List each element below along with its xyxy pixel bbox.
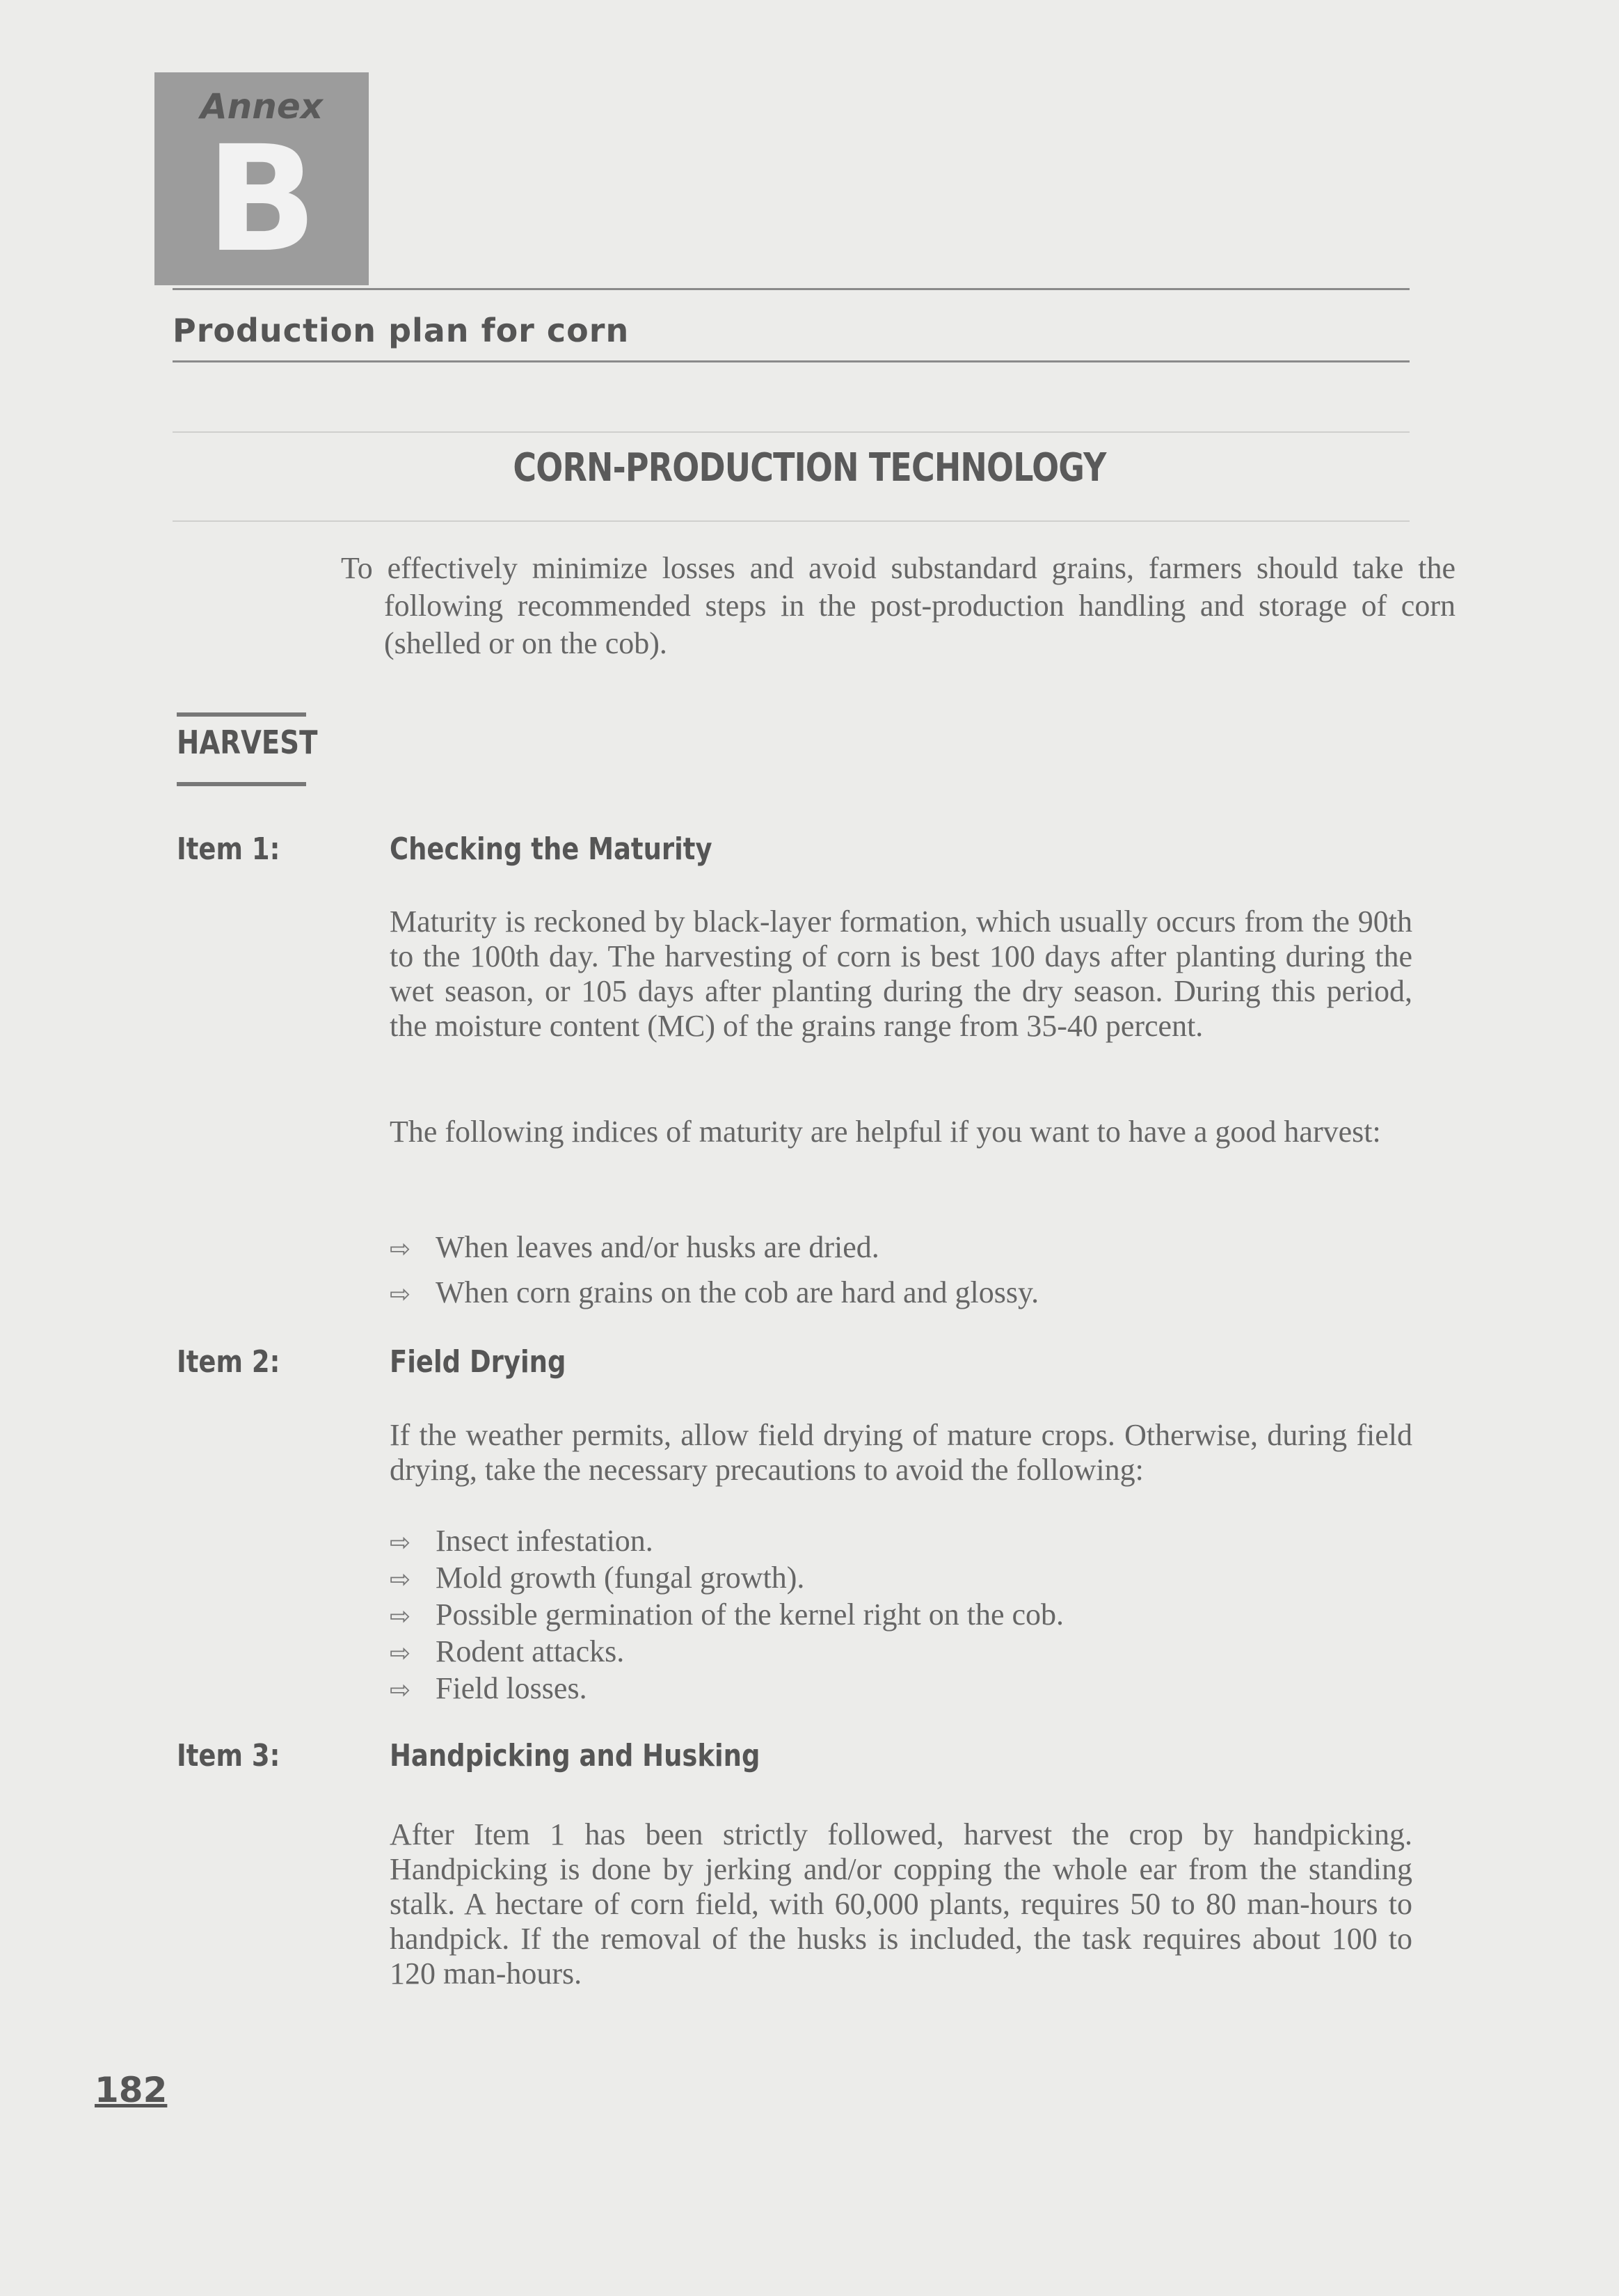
item-2-bullet-list [390, 1524, 1412, 1708]
harvest-top-bar [177, 712, 306, 717]
section-top-rule [173, 431, 1410, 433]
item-1-paragraph-2: The following indices of maturity are helpful if you want to have a good harvest: [390, 1115, 1381, 1149]
list-item [390, 1671, 1412, 1708]
arrow-right-icon: ⇨ [390, 1676, 411, 1705]
item-1-bullet-list [390, 1226, 1412, 1316]
header-bottom-rule [173, 360, 1410, 362]
list-item [390, 1226, 1412, 1271]
annex-word: Annex [200, 86, 324, 127]
page-number: 182 [95, 2070, 168, 2110]
item-2-paragraph-1: If the weather permits, allow field drying of mature crops. Otherwise, during field drying, take the necessary precautions to avoid the following: [390, 1418, 1412, 1487]
bullet-text: Rodent attacks. [436, 1634, 625, 1668]
bullet-text: When leaves and/or husks are dried. [436, 1230, 879, 1264]
arrow-right-icon: ⇨ [390, 1280, 411, 1309]
arrow-right-icon: ⇨ [390, 1565, 411, 1594]
annex-letter: B [205, 114, 318, 285]
item-1-title: Checking the Maturity [390, 831, 712, 867]
item-1-paragraph-1: Maturity is reckoned by black-layer formation, which usually occurs from the 90th to the 100th day. The harvesting of corn is best 100 days after planting during the wet season, or 105 days after planting during the dry season. During this period, the moisture content (MC) of the grains range from 35-40 percent. [390, 904, 1412, 1043]
intro-paragraph: To effectively minimize losses and avoid substandard grains, farmers should take the following recommended steps in the post-production handling and storage of corn (shelled or on the cob). [341, 551, 1455, 660]
arrow-right-icon: ⇨ [390, 1529, 411, 1557]
harvest-bottom-bar [177, 782, 306, 786]
list-item [390, 1524, 1412, 1561]
item-3-paragraph-1: After Item 1 has been strictly followed, harvest the crop by handpicking. Handpicking is done by jerking and/or copping the whole ear from the standing stalk. A hectare of corn field, with 60,000 plants, requires 50 to 80 man-hours to handpick. If the removal of the husks is included, the task requires about 100 to 120 man-hours. [390, 1817, 1412, 1991]
arrow-right-icon: ⇨ [390, 1602, 411, 1631]
chapter-title: Production plan for corn [173, 312, 630, 349]
item-2-label: Item 2: [177, 1344, 280, 1380]
bullet-text: Field losses. [436, 1671, 587, 1705]
list-item [390, 1271, 1412, 1316]
header-top-rule [173, 288, 1410, 290]
section-bottom-rule [173, 520, 1410, 522]
item-1-label: Item 1: [177, 831, 280, 867]
list-item [390, 1634, 1412, 1671]
list-item [390, 1597, 1412, 1634]
arrow-right-icon: ⇨ [390, 1235, 411, 1263]
harvest-heading: HARVEST [177, 724, 318, 761]
bullet-text: When corn grains on the cob are hard and glossy. [436, 1275, 1039, 1309]
bullet-text: Possible germination of the kernel right on the cob. [436, 1597, 1064, 1632]
item-2-title: Field Drying [390, 1344, 566, 1380]
section-title: CORN-PRODUCTION TECHNOLOGY [513, 445, 1106, 491]
item-3-label: Item 3: [177, 1738, 280, 1773]
list-item [390, 1561, 1412, 1597]
bullet-text: Mold growth (fungal growth). [436, 1561, 805, 1595]
item-3-title: Handpicking and Husking [390, 1738, 760, 1773]
bullet-text: Insect infestation. [436, 1524, 653, 1558]
annex-badge [154, 72, 369, 285]
arrow-right-icon: ⇨ [390, 1639, 411, 1668]
